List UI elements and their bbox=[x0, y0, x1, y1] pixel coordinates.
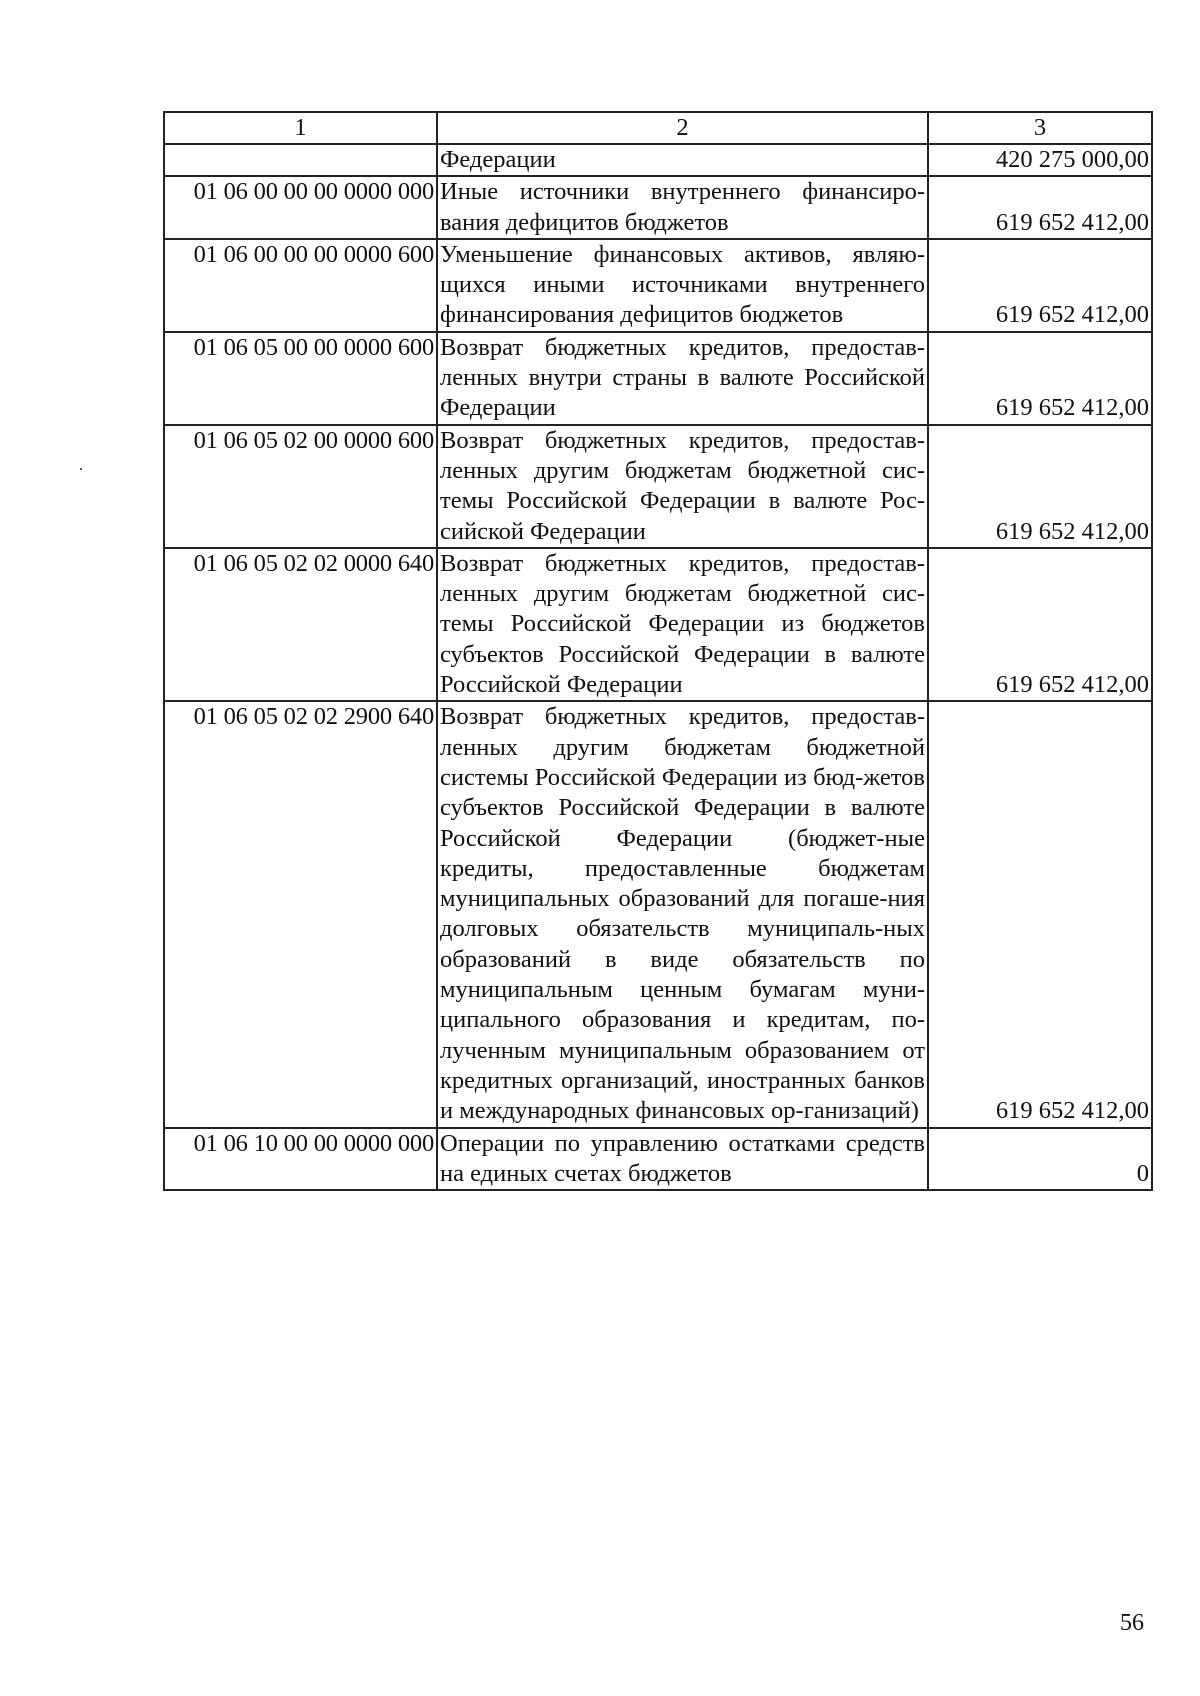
row-amount: 619 652 412,00 bbox=[928, 548, 1152, 701]
page-number: 56 bbox=[1120, 1610, 1144, 1636]
budget-sources-table bbox=[163, 111, 1153, 1191]
row-amount: 619 652 412,00 bbox=[928, 176, 1152, 239]
table-row bbox=[164, 332, 1152, 425]
row-description: Операции по управлению остатками средств на единых счетах бюджетов bbox=[437, 1128, 928, 1191]
table-row bbox=[164, 425, 1152, 548]
row-amount: 619 652 412,00 bbox=[928, 332, 1152, 425]
row-amount: 619 652 412,00 bbox=[928, 239, 1152, 332]
row-code: 01 06 05 02 02 0000 640 bbox=[164, 548, 437, 701]
column-header-3: 3 bbox=[928, 112, 1152, 144]
table-row bbox=[164, 701, 1152, 1127]
row-amount: 420 275 000,00 bbox=[928, 144, 1152, 176]
table-header-row bbox=[164, 112, 1152, 144]
row-code bbox=[164, 144, 437, 176]
row-code: 01 06 00 00 00 0000 600 bbox=[164, 239, 437, 332]
row-code: 01 06 10 00 00 0000 000 bbox=[164, 1128, 437, 1191]
table-row bbox=[164, 548, 1152, 701]
row-code: 01 06 00 00 00 0000 000 bbox=[164, 176, 437, 239]
row-description: Уменьшение финансовых активов, являю-щихся иными источниками внутреннего финансирования дефицитов бюджетов bbox=[437, 239, 928, 332]
scan-speck bbox=[80, 468, 82, 470]
row-code: 01 06 05 00 00 0000 600 bbox=[164, 332, 437, 425]
row-amount: 619 652 412,00 bbox=[928, 425, 1152, 548]
row-amount: 619 652 412,00 bbox=[928, 701, 1152, 1127]
row-description: Федерации bbox=[437, 144, 928, 176]
column-header-1: 1 bbox=[164, 112, 437, 144]
row-description: Возврат бюджетных кредитов, предостав-ленных другим бюджетам бюджетной сис-темы Российской Федерации в валюте Рос-сийской Федерации bbox=[437, 425, 928, 548]
row-description: Возврат бюджетных кредитов, предостав-ленных другим бюджетам бюджетной сис-темы Российской Федерации из бюджетов субъектов Российской Федерации в валюте Российской Федерации bbox=[437, 548, 928, 701]
table-row bbox=[164, 144, 1152, 176]
table-row bbox=[164, 239, 1152, 332]
row-code: 01 06 05 02 00 0000 600 bbox=[164, 425, 437, 548]
table-row bbox=[164, 176, 1152, 239]
row-code: 01 06 05 02 02 2900 640 bbox=[164, 701, 437, 1127]
table-row bbox=[164, 1128, 1152, 1191]
row-amount: 0 bbox=[928, 1128, 1152, 1191]
row-description: Иные источники внутреннего финансиро-вания дефицитов бюджетов bbox=[437, 176, 928, 239]
row-description: Возврат бюджетных кредитов, предостав-ленных внутри страны в валюте Российской Федерации bbox=[437, 332, 928, 425]
row-description: Возврат бюджетных кредитов, предостав-ленных другим бюджетам бюджетной системы Российской Федерации из бюд-жетов субъектов Российской Федерации в валюте Российской Федерации (бюджет-ные кредиты, предоставленные бюджетам муниципальных образований для погаше-ния долговых обязательств муниципаль-ных образований в виде обязательств по муниципальным ценным бумагам муни-ципального образования и кредитам, по-лученным муниципальным образованием от кредитных организаций, иностранных банков и международных финансовых ор-ганизаций) bbox=[437, 701, 928, 1127]
column-header-2: 2 bbox=[437, 112, 928, 144]
